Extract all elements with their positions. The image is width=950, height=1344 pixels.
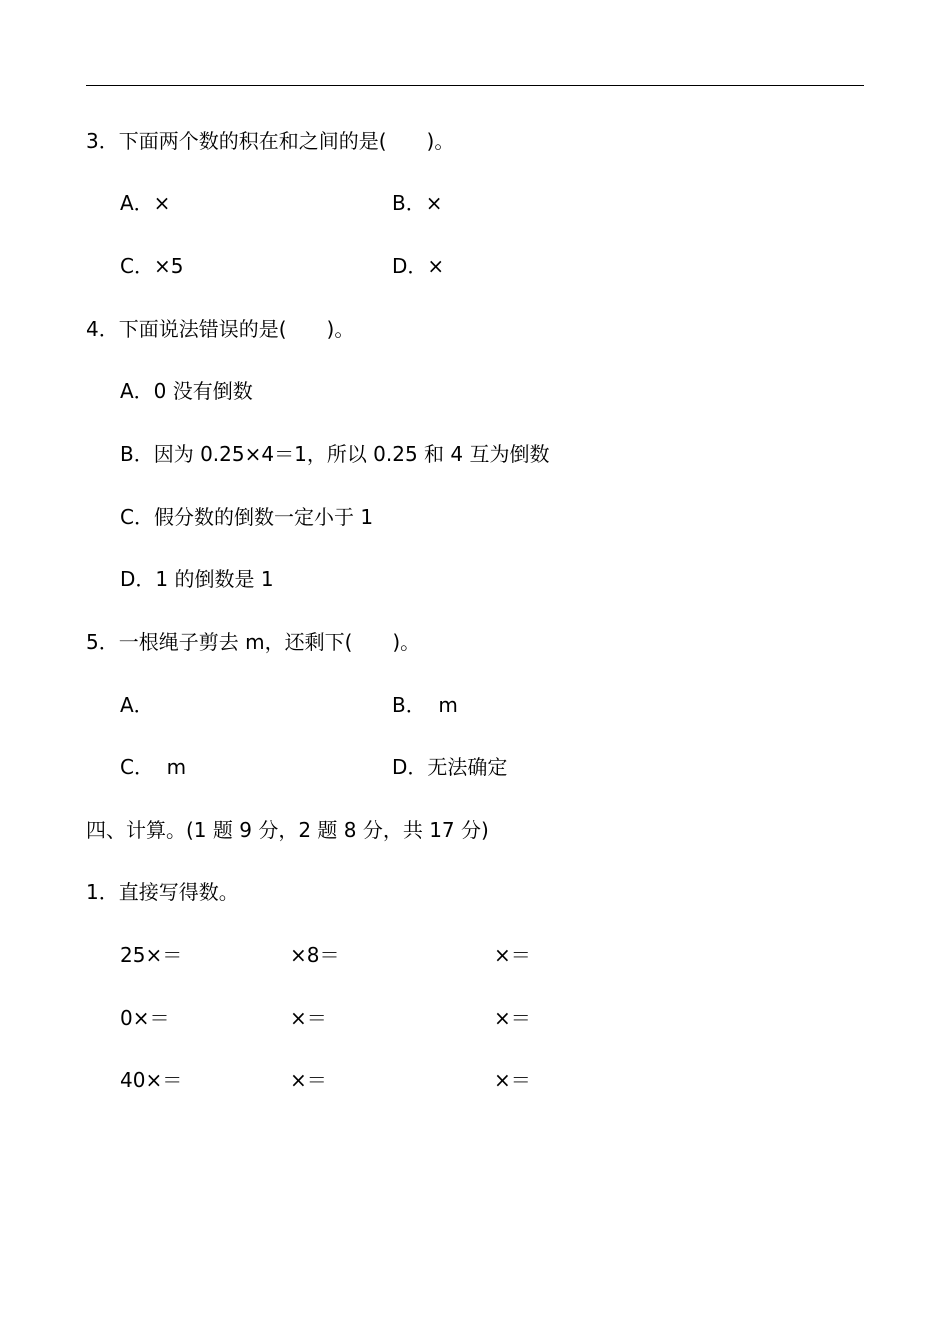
question-4-option-d: D．1 的倒数是 1 bbox=[120, 567, 274, 591]
question-4-option-b: B．因为 0.25×4＝1，所以 0.25 和 4 互为倒数 bbox=[120, 442, 550, 466]
question-5-option-c: C． m bbox=[120, 755, 187, 779]
section-title: 四、计算。(1 题 9 分，2 题 8 分，共 17 分) bbox=[86, 818, 489, 842]
section-sub-title: 1．直接写得数。 bbox=[86, 880, 239, 904]
question-3-option-c: C．×5 bbox=[120, 254, 184, 278]
question-4-stem: 4．下面说法错误的是( )。 bbox=[86, 317, 355, 341]
calc-item-r2-c2: ×＝ bbox=[290, 1006, 327, 1030]
question-4-option-c: C．假分数的倒数一定小于 1 bbox=[120, 505, 374, 529]
question-5-option-b: B． m bbox=[392, 693, 458, 717]
question-4-option-a: A．0 没有倒数 bbox=[120, 379, 253, 403]
calc-item-r1-c2: ×8＝ bbox=[290, 943, 340, 967]
question-3-stem: 3．下面两个数的积在和之间的是( )。 bbox=[86, 129, 455, 153]
question-5-option-a: A． bbox=[120, 693, 154, 717]
question-5-stem: 5．一根绳子剪去 m，还剩下( )。 bbox=[86, 630, 421, 654]
header-rule bbox=[86, 85, 864, 86]
calc-item-r2-c1: 0×＝ bbox=[120, 1006, 170, 1030]
question-5-option-d: D．无法确定 bbox=[392, 755, 508, 779]
calc-item-r3-c1: 40×＝ bbox=[120, 1068, 183, 1092]
calc-item-r1-c3: ×＝ bbox=[494, 943, 531, 967]
calc-item-r3-c2: ×＝ bbox=[290, 1068, 327, 1092]
calc-item-r2-c3: ×＝ bbox=[494, 1006, 531, 1030]
calc-item-r1-c1: 25×＝ bbox=[120, 943, 183, 967]
calc-item-r3-c3: ×＝ bbox=[494, 1068, 531, 1092]
question-3-option-d: D．× bbox=[392, 254, 445, 278]
question-3-option-b: B．× bbox=[392, 191, 443, 215]
question-3-option-a: A．× bbox=[120, 191, 171, 215]
